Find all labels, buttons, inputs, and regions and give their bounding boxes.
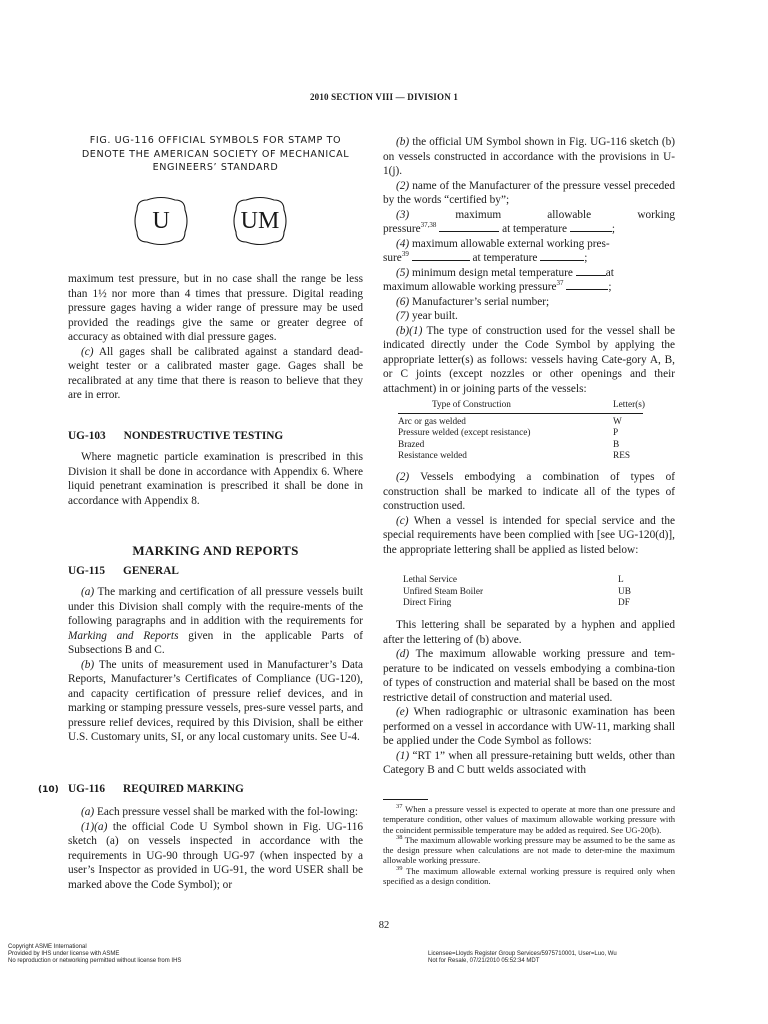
- table-cell: Resistance welded: [398, 451, 467, 461]
- blank-line: [566, 280, 608, 290]
- ug115-paragraphs: [68, 585, 363, 745]
- figure-caption-line: DENOTE THE AMERICAN SOCIETY OF MECHANICAL: [81, 148, 350, 160]
- item-7: (7) year built.: [396, 310, 458, 322]
- revision-marker: (10): [38, 785, 59, 795]
- paragraph-1a: (1)(a) the official Code U Symbol shown in Fig. UG-116 sketch (a) on vessels inspected in accordance with the requirements in UG-90 through UG-97 (when inspected by a user’s Inspector as provided in UG-91, the word USER shall be marked above the Code Symbol); or: [68, 820, 363, 891]
- table-cell: B: [613, 439, 620, 450]
- table-row: [398, 440, 660, 452]
- blank-line: [570, 222, 612, 232]
- figure-caption-line: FIG. UG-116 OFFICIAL SYMBOLS FOR STAMP TO: [89, 135, 342, 146]
- footnote-39: $^{39}$ The maximum allowable external working pressure is required only when specified as a design condition.: [383, 864, 675, 887]
- page-number: 82: [378, 920, 390, 931]
- section-title: NONDESTRUCTIVE TESTING: [123, 430, 284, 442]
- paragraph-text: maximum test pressure, but in no case shall the range be less than 1½ nor more than 4 times that pressure. Digital reading pressure gages having a wider range of pressure may be used provided the readings give the same or greater degree of accuracy as obtained with dial pressure gages.: [68, 273, 363, 343]
- section-number: UG-103: [68, 430, 106, 442]
- item-2: (2) name of the Manufacturer of the pressure vessel preceded by the words “certified by”;: [383, 179, 675, 206]
- blank-line: [412, 251, 470, 261]
- paragraph-text: Where magnetic particle examination is prescribed in this Division it shall be done in accordance with Appendix 6. Where liquid penetrant examination is prescribed it shall be done in accordance with Appendix 8.: [68, 451, 363, 507]
- footer-line: Not for Resale, 07/21/2010 05:52:34 MDT: [428, 958, 540, 965]
- item-2-combination: (2) Vessels embodying a combination of types of construction shall be marked to indicate all of the types of construction used.: [383, 471, 675, 512]
- blank-line: [576, 266, 606, 276]
- special-service-table: [403, 575, 663, 610]
- item-c: (c) When a vessel is intended for special service and the special requirements have been complied with [see UG-120(d)], the appropriate lettering shall be applied as listed below:: [383, 514, 675, 556]
- footnote-rule: [383, 799, 428, 800]
- table-cell: Arc or gas welded: [398, 416, 466, 427]
- footnotes: [383, 804, 675, 886]
- table-header: Type of Construction: [432, 400, 511, 410]
- table-row: [403, 587, 663, 599]
- paragraph-a: (a) Each pressure vessel shall be marked with the fol-lowing:: [81, 806, 359, 818]
- um-symbol-letters: UM: [240, 207, 280, 234]
- copyright-footer: [8, 944, 181, 966]
- u-symbol-letter: U: [152, 207, 170, 234]
- table-cell: Direct Firing: [403, 598, 452, 608]
- table-cell: UB: [618, 586, 631, 597]
- paragraph-a: (a) The marking and certification of all pressure vessels built under this Division shall comply with the require-ments of the following paragraphs and in addition with the requirements for Marking and Reports given in the applicable Parts of Subsections B and C.: [68, 586, 363, 656]
- gage-paragraph: [68, 272, 363, 403]
- section-number: UG-116: [68, 783, 106, 795]
- licensee-footer: [428, 951, 617, 965]
- combination-and-special: [383, 470, 675, 557]
- blank-line: [540, 251, 584, 261]
- item-4-cont: sure$^{39}$ at temperature ;: [383, 250, 588, 264]
- ug116-paragraphs: [68, 805, 363, 892]
- footnote-37: $^{37}$ When a pressure vessel is expected to operate at more than one pressure and temperature condition, other values of maximum allowable working pressure with the coincident permissible temperature may be added as required. See UG-20(b).: [383, 803, 675, 835]
- item-6: (6) Manufacturer’s serial number;: [396, 295, 550, 308]
- figure-caption: [68, 134, 363, 175]
- construction-table: [398, 400, 660, 463]
- table-cell: W: [613, 416, 622, 427]
- item-4: (4) maximum allowable external working pres-: [396, 237, 610, 250]
- footer-line: Provided by IHS under license with ASME: [8, 951, 120, 958]
- section-heading-ug116: [68, 783, 244, 795]
- item-3-cont: pressure$^{37,38}$ at temperature ;: [383, 221, 615, 235]
- table-header-row: [398, 400, 660, 412]
- table-cell: Lethal Service: [403, 575, 457, 585]
- ug103-paragraph: [68, 450, 363, 508]
- item-b: (b) the official UM Symbol shown in Fig. UG-116 sketch (b) on vessels constructed in accordance with the provisions in U-1(j).: [383, 136, 675, 177]
- table-cell: P: [613, 428, 619, 438]
- item-3: (3) maximum allowable working: [396, 208, 675, 221]
- table-cell: RES: [613, 451, 631, 461]
- item-e: (e) When radiographic or ultrasonic examination has been performed on a vessel in accordance with UW-11, marking shall be applied under the Code Symbol as follows:: [383, 706, 675, 747]
- separation-paragraph: This lettering shall be separated by a hyphen and applied after the lettering of (b) above.: [383, 619, 675, 646]
- marking-items: [383, 135, 675, 396]
- table-cell: DF: [618, 598, 630, 608]
- table-cell: L: [618, 575, 624, 585]
- blank-line: [439, 222, 499, 232]
- table-cell: Unfired Steam Boiler: [403, 586, 484, 597]
- table-cell: Pressure welded (except resistance): [398, 428, 531, 438]
- footer-line: Licensee=Lloyds Register Group Services/5975710001, User=Luo, Wu: [428, 951, 617, 957]
- section-heading-ug103: [68, 430, 283, 442]
- u-symbol-stamp: [133, 196, 189, 246]
- item-5: (5) minimum design metal temperature at: [396, 266, 614, 279]
- item-b1: (b)(1) The type of construction used for the vessel shall be indicated directly under the Code Symbol by applying the appropriate letter(s) as follows: vessels having Cate-gory A, B, or C joints (except nozzles or other openings and their attachment) in or joining parts of the vessels:: [383, 324, 675, 395]
- table-rule: [398, 413, 643, 414]
- table-row: [398, 428, 660, 440]
- item-e1: (1) “RT 1” when all pressure-retaining butt welds, other than Category B and C butt welds associated with: [383, 749, 675, 776]
- marking-rules: [383, 618, 675, 778]
- running-header: 2010 SECTION VIII — DIVISION 1: [309, 92, 459, 102]
- table-cell: Brazed: [398, 439, 425, 450]
- item-5-cont: maximum allowable working pressure$^{37}$ ;: [383, 279, 612, 293]
- footer-line: Copyright ASME International: [8, 944, 87, 950]
- table-row: [403, 598, 663, 610]
- um-symbol-stamp: [232, 196, 288, 246]
- footer-line: No reproduction or networking permitted without license from IHS: [8, 958, 182, 965]
- marking-reports-heading: MARKING AND REPORTS: [132, 543, 299, 558]
- section-number: UG-115: [68, 565, 106, 577]
- figure-caption-line: ENGINEERS’ STANDARD: [152, 162, 279, 173]
- table-row: [403, 575, 663, 587]
- table-row: [398, 417, 660, 429]
- section-title: GENERAL: [123, 565, 179, 577]
- paragraph-c: (c) All gages shall be calibrated against a standard dead-weight tester or a calibrated master gage. Gages shall be recalibrated at any time that there is reason to believe that they are in error.: [68, 345, 363, 401]
- table-row: [398, 451, 660, 463]
- footnote-38: $^{38}$ The maximum allowable working pressure may be assumed to be the same as the design pressure when calculations are not made to deter-mine the maximum allowable working pressure.: [383, 834, 675, 866]
- item-d: (d) The maximum allowable working pressure and tem-perature to be indicated on vessels embodying a combina-tion of types of construction and material shall be based on the most restrictive detail of construction and material used.: [383, 648, 675, 704]
- paragraph-b: (b) The units of measurement used in Manufacturer’s Data Reports, Manufacturer’s Certificates of Compliance (UG-120), and capacity certification of pressure relief devices, and in marking or stamping pressure vessels, pres-sure vessel parts, and pressure relief devices, required by this Division, shall be either U.S. Customary units, SI, or any local customary units. See U-4.: [68, 658, 363, 743]
- section-heading-ug115: [68, 565, 179, 577]
- table-header: Letter(s): [613, 400, 646, 410]
- section-title: REQUIRED MARKING: [123, 783, 244, 795]
